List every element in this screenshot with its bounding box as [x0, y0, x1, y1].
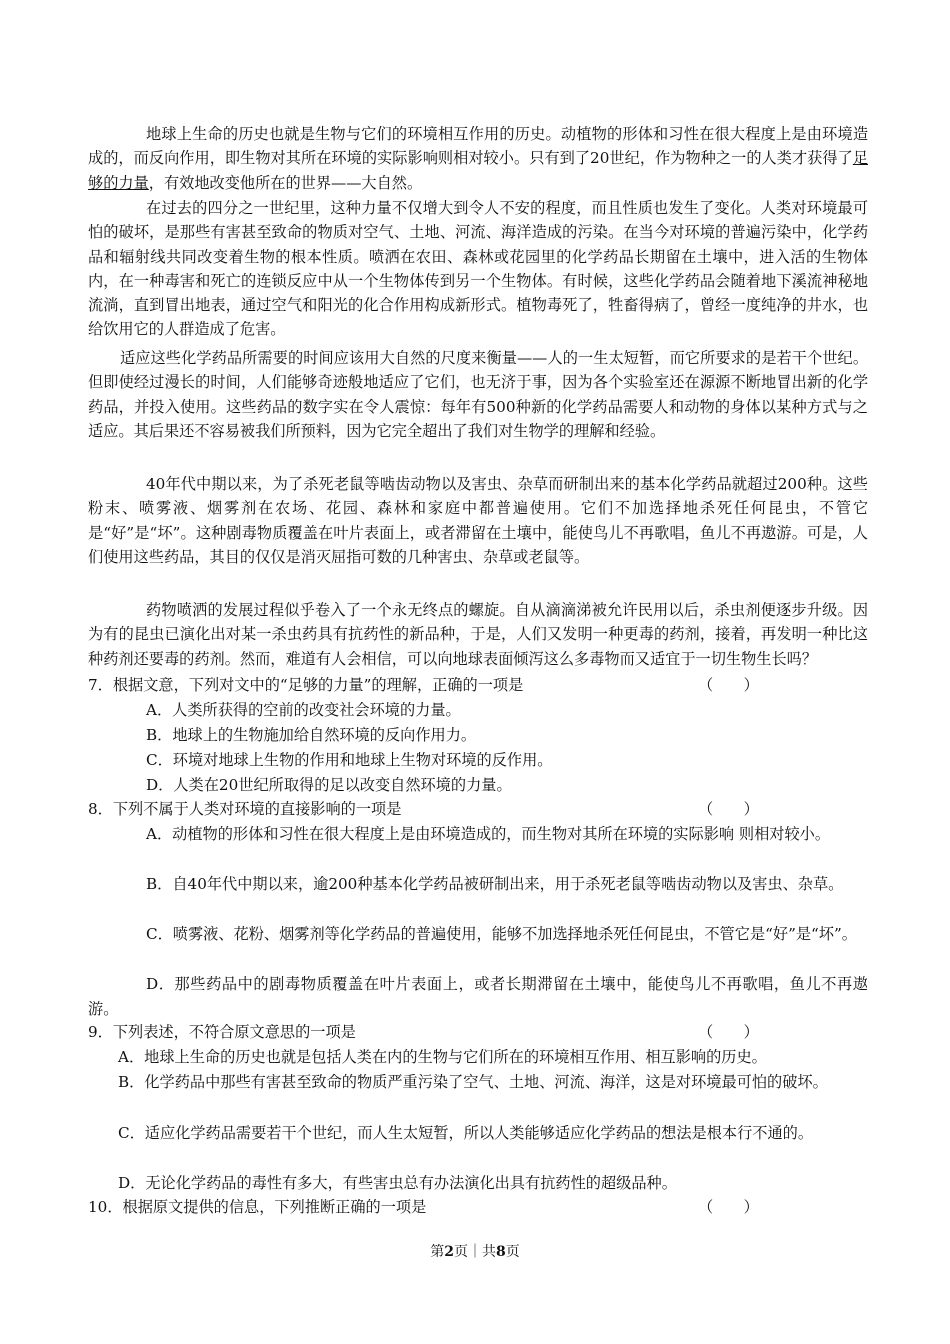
- passage-paragraph-3: 适应这些化学药品所需要的时间应该用大自然的尺度来衡量——人的一生太短暂，而它所要求的是若干个世纪。但即使经过漫长的时间，人们能够奇迹般地适应了它们，也无济于事，因为各个实验室还在源源不断地冒出新的化学药品，并投入使用。这些药品的数字实在令人震惊：每年有500种新的化学药品需要人和动物的身体以某种方式与之适应。其后果还不容易被我们所预料，因为它完全超出了我们对生物学的理解和经验。: [88, 349, 868, 440]
- passage-paragraph-4: 40年代中期以来，为了杀死老鼠等啮齿动物以及害虫、杂草而研制出来的基本化学药品就超过200种。这些粉末、喷雾液、烟雾剂在农场、花园、森林和家庭中都普遍使用。它们不加选择地杀死任何昆虫，不管它是“好”是“坏”。这种剧毒物质覆盖在叶片表面上，或者滞留在土壤中，能使鸟儿不再歌唱，鱼儿不再遨游。可是，人们使用这些药品，其目的仅仅是消灭屈指可数的几种害虫、杂草或老鼠等。: [88, 475, 868, 566]
- question-text: 7．根据文意，下列对文中的“足够的力量”的理解，正确的一项是: [88, 676, 524, 694]
- passage-paragraph-1: [88, 122, 868, 195]
- q8-option-a[interactable]: A．动植物的形体和习性在很大程度上是由环境造成的，而生物对其所在环境的实际影响 则相对较小。: [146, 825, 831, 843]
- q8-option-b[interactable]: B．自40年代中期以来，逾200种基本化学药品被研制出来，用于杀死老鼠等啮齿动物以及害虫、杂草。: [146, 875, 844, 893]
- footer-text: 第: [430, 1244, 445, 1260]
- q8-option-c[interactable]: C．喷雾液、花粉、烟雾剂等化学药品的普遍使用，能够不加选择地杀死任何昆虫，不管它是“好”是“坏”。: [146, 925, 857, 943]
- q7-option-b[interactable]: B．地球上的生物施加给自然环境的反向作用力。: [146, 726, 477, 744]
- q7-option-c[interactable]: C．环境对地球上生物的作用和地球上生物对环境的反作用。: [146, 751, 553, 769]
- answer-blank[interactable]: （ ）: [698, 676, 759, 694]
- q8-option-d[interactable]: D．那些药品中的剧毒物质覆盖在叶片表面上，或者长期滞留在土壤中，能使鸟儿不再歌唱，鱼儿不再遨游。: [88, 975, 868, 1018]
- question-8-stem: [88, 797, 868, 821]
- question-10-stem: [88, 1195, 868, 1219]
- question-text: 9．下列表述，不符合原文意思的一项是: [88, 1023, 356, 1041]
- q9-option-b[interactable]: B．化学药品中那些有害甚至致命的物质严重污染了空气、土地、河流、海洋，这是对环境最可怕的破坏。: [118, 1073, 828, 1091]
- question-text: 8．下列不属于人类对环境的直接影响的一项是: [88, 800, 402, 818]
- passage-text: 地球上生命的历史也就是生物与它们的环境相互作用的历史。动植物的形体和习性在很大程度上是由环境造成的，而反向作用，即生物对其所在环境的实际影响则相对较小。只有到了20世纪，作为物种之一的人类才获得了: [88, 125, 868, 168]
- q9-option-d[interactable]: D．无论化学药品的毒性有多大，有些害虫总有办法演化出具有抗药性的超级品种。: [118, 1174, 677, 1192]
- passage-text: ，有效地改变他所在的世界——大自然。: [148, 173, 423, 192]
- passage-paragraph-2: 在过去的四分之一世纪里，这种力量不仅增大到令人不安的程度，而且性质也发生了变化。人类对环境最可怕的破坏，是那些有害甚至致命的物质对空气、土地、河流、海洋造成的污染。在当今对环境的普遍污染中，化学药品和辐射线共同改变着生物的根本性质。喷洒在农田、森林或花园里的化学药品长期留在土壤中，进入活的生物体内，在一种毒害和死亡的连锁反应中从一个生物体传到另一个生物体。有时候，这些化学药品会随着地下溪流神秘地流淌，直到冒出地表，通过空气和阳光的化合作用构成新形式。植物毒死了，牲畜得病了，曾经一度纯净的井水，也给饮用它的人群造成了危害。: [88, 199, 868, 339]
- q9-option-a[interactable]: A．地球上生命的历史也就是包括人类在内的生物与它们所在的环境相互作用、相互影响的历史。: [118, 1048, 767, 1066]
- current-page-number: 2: [444, 1244, 454, 1260]
- page-footer: [0, 1241, 950, 1261]
- total-page-count: 8: [496, 1244, 506, 1260]
- underlined-phrase: 足够的力量: [88, 149, 868, 192]
- q9-option-c[interactable]: C．适应化学药品需要若干个世纪，而人生太短暂，所以人类能够适应化学药品的想法是根本行不通的。: [118, 1124, 814, 1142]
- q7-option-d[interactable]: D．人类在20世纪所取得的足以改变自然环境的力量。: [146, 776, 512, 794]
- question-7-stem: [88, 673, 868, 697]
- question-9-stem: [88, 1020, 868, 1044]
- footer-text: 页｜共: [454, 1244, 496, 1260]
- answer-blank[interactable]: （ ）: [698, 1198, 759, 1216]
- footer-text: 页: [505, 1244, 520, 1260]
- answer-blank[interactable]: （ ）: [698, 800, 759, 818]
- question-text: 10．根据原文提供的信息，下列推断正确的一项是: [88, 1198, 427, 1216]
- q7-option-a[interactable]: A．人类所获得的空前的改变社会环境的力量。: [146, 701, 461, 719]
- answer-blank[interactable]: （ ）: [698, 1023, 759, 1041]
- passage-paragraph-5: 药物喷洒的发展过程似乎卷入了一个永无终点的螺旋。自从滴滴涕被允许民用以后，杀虫剂便逐步升级。因为有的昆虫已演化出对某一杀虫药具有抗药性的新品种，于是，人们又发明一种更毒的药剂，接着，再发明一种比这种药剂还要毒的药剂。然而，难道有人会相信，可以向地球表面倾泻这么多毒物而又适宜于一切生物生长吗？: [88, 601, 868, 668]
